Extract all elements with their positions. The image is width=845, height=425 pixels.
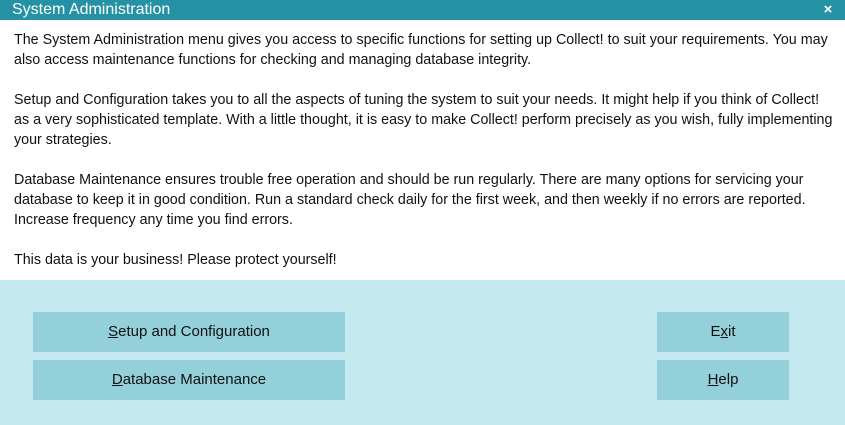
database-maintenance-button[interactable] [33,360,345,400]
setup-configuration-button[interactable] [33,312,345,352]
setup-label: etup and Configuration [118,323,270,340]
window-title: System Administration [12,1,171,18]
protect-paragraph: This data is your business! Please protect yourself! [14,252,337,268]
exit-accel: x [720,323,728,340]
database-label: atabase Maintenance [122,371,267,388]
exit-label: it [728,323,736,340]
maintenance-paragraph: Database Maintenance ensures trouble free operation and should be run regularly. There are many options for servicing your database to keep it in good condition. Run a standard check daily for the first week, and then weekly if no errors are reported. Increase frequency any time you find errors. [14,172,806,228]
help-accel: H [707,371,719,388]
intro-paragraph: The System Administration menu gives you access to specific functions for setting up Collect! to suit your requirements. You may also access maintenance functions for checking and managing database integrity. [14,32,828,68]
setup-paragraph: Setup and Configuration takes you to all the aspects of tuning the system to suit your needs. It might help if you think of Collect! as a very sophisticated template. With a little thought, it is easy to make Collect! perform precisely as you wish, fully implementing your strategies. [14,92,833,148]
title-bar [0,0,845,20]
help-label: elp [718,371,739,388]
close-icon[interactable]: × [823,1,833,18]
exit-button[interactable] [657,312,789,352]
database-accel: D [111,371,123,388]
exit-pre: E [710,323,721,340]
setup-accel: S [108,323,119,340]
help-button[interactable] [657,360,789,400]
description-panel [0,20,845,280]
